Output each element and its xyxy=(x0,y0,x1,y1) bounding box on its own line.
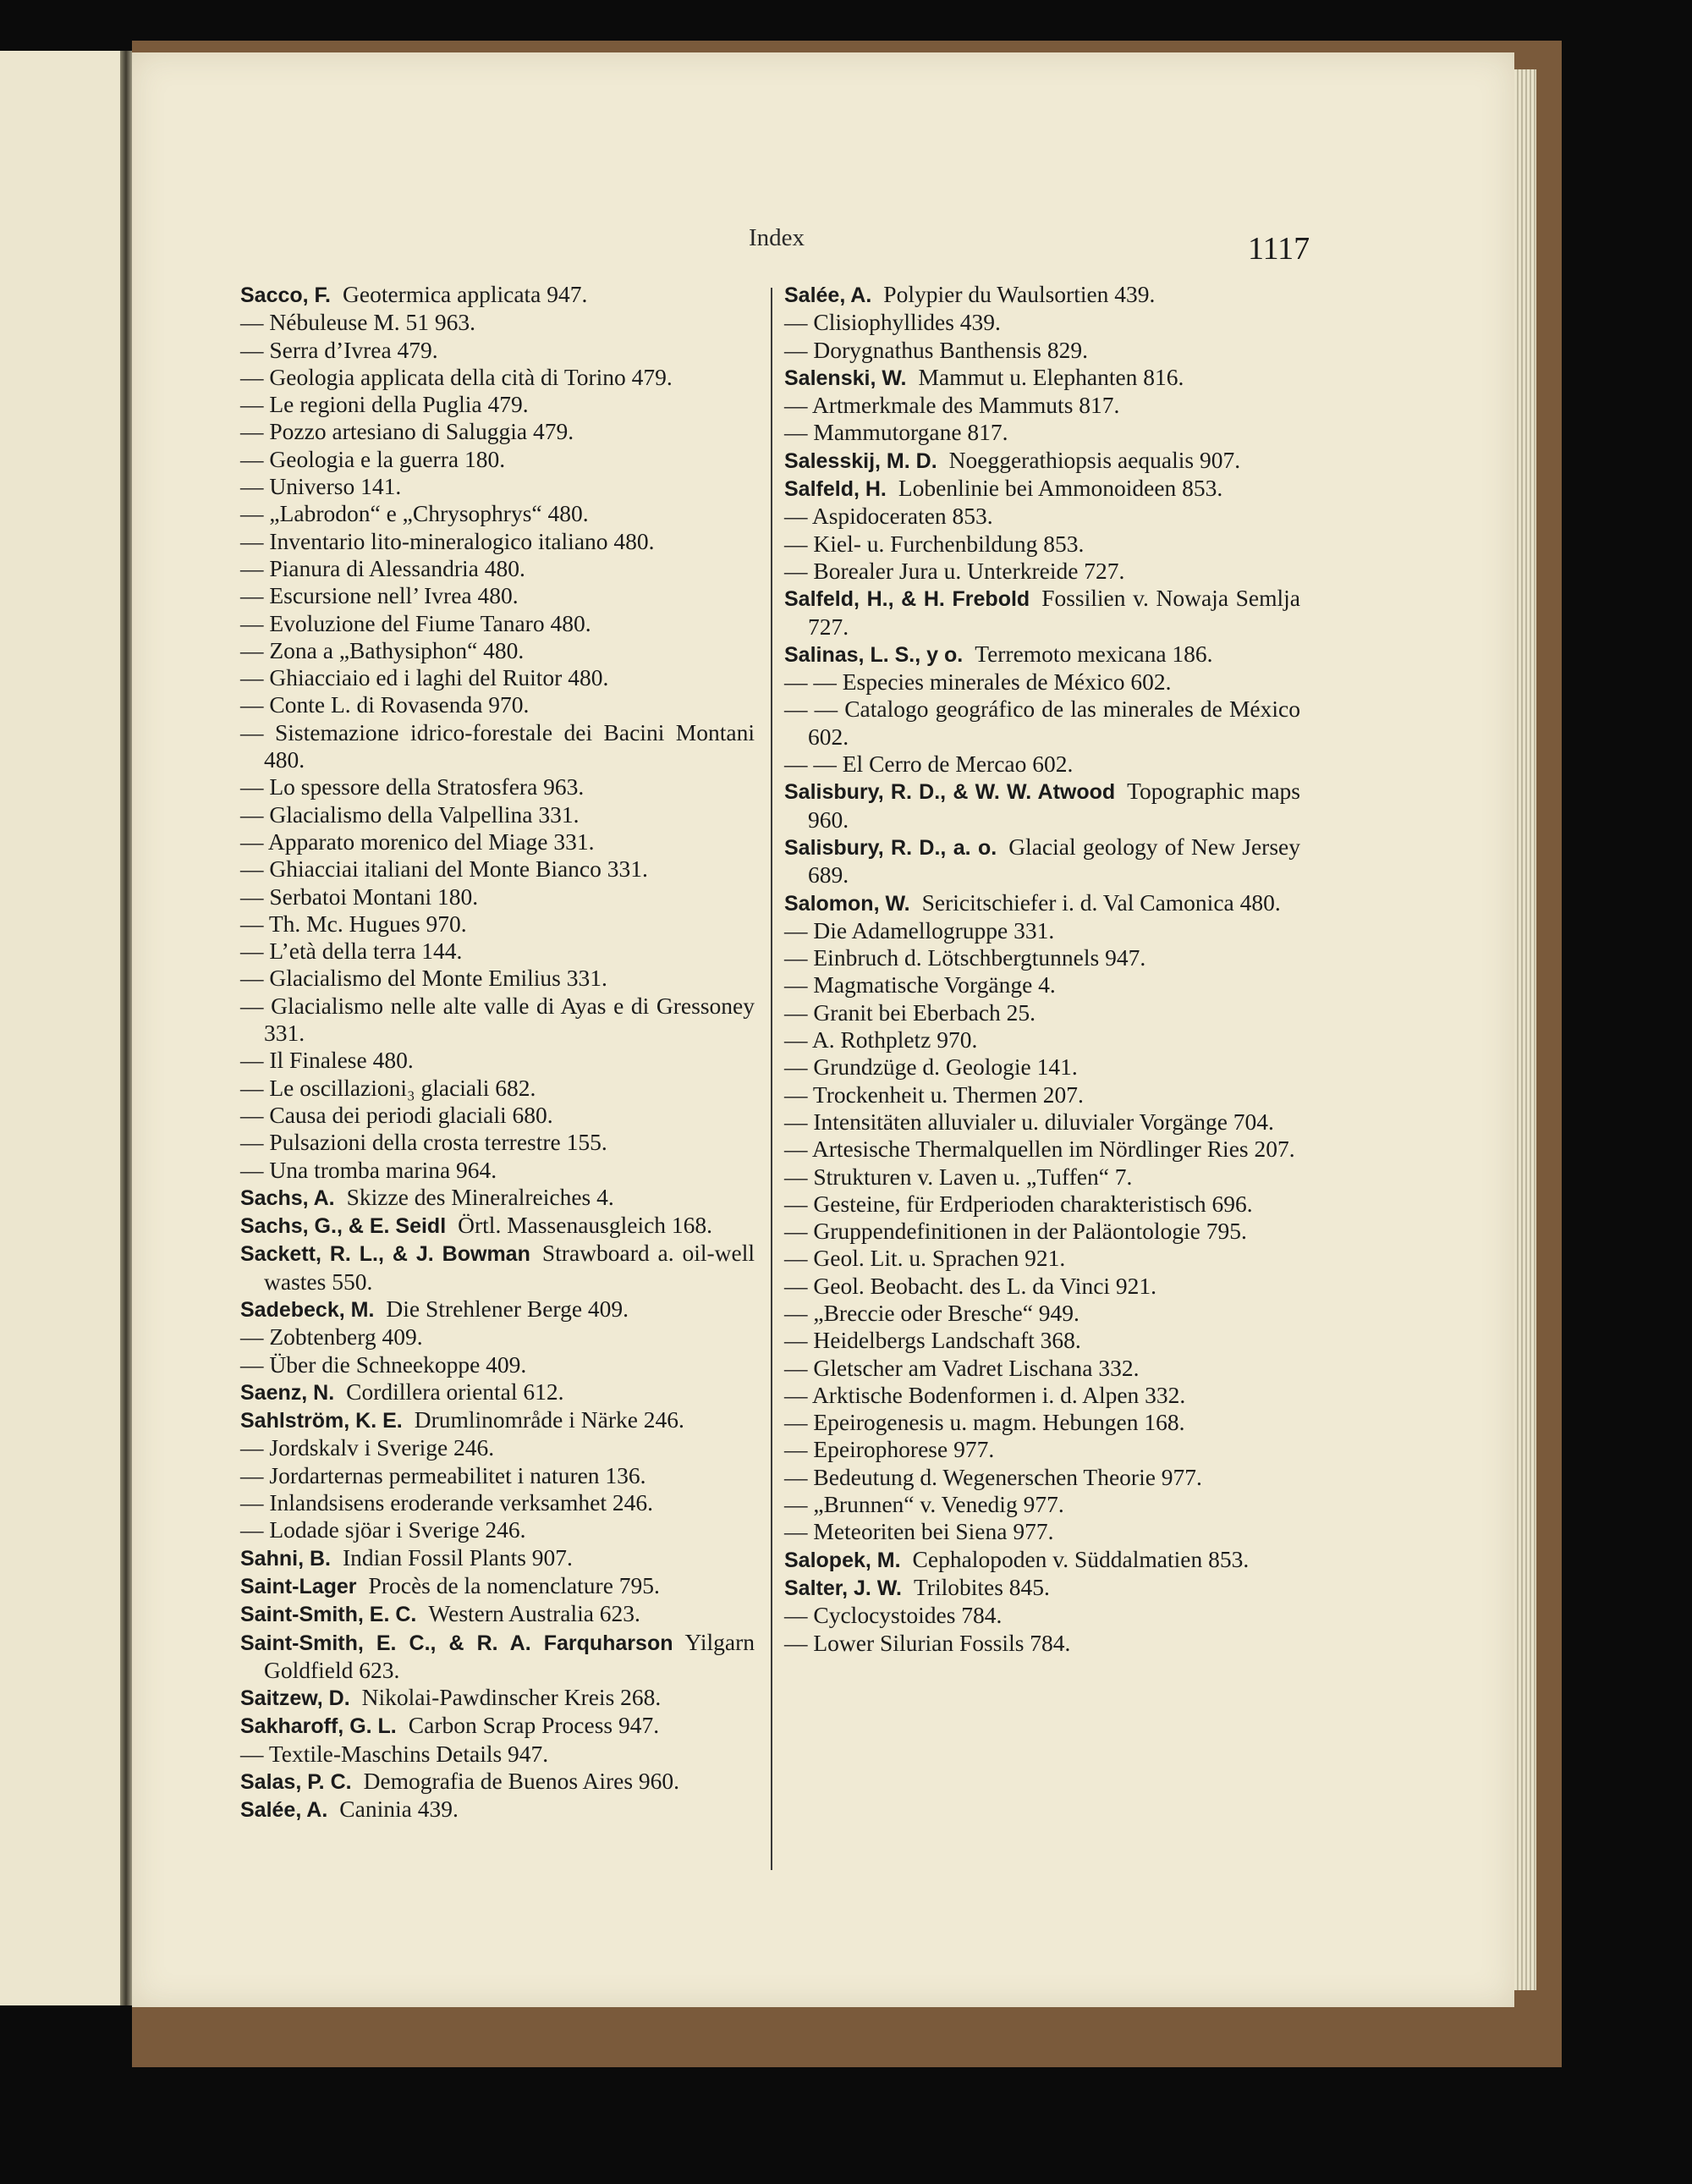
entry-author: Salomon, W. xyxy=(784,891,910,916)
index-entry xyxy=(784,1546,1300,1574)
entry-title: — Inventario lito-mineralogico italiano 480. xyxy=(240,527,655,554)
index-entry xyxy=(240,1434,755,1461)
entry-title: — Causa dei periodi glaciali 680. xyxy=(240,1101,553,1128)
entry-title: — Sistemazione idrico-forestale dei Bacini Montani 480. xyxy=(240,718,755,773)
index-entry xyxy=(784,1191,1300,1218)
entry-author: Salée, A. xyxy=(240,1798,328,1823)
entry-title: Caninia 439. xyxy=(339,1796,459,1823)
index-entry xyxy=(784,1436,1300,1463)
entry-title: — Dorygnathus Banthensis 829. xyxy=(784,336,1089,363)
entry-author: Salesskij, M. D. xyxy=(784,448,937,473)
index-entry xyxy=(240,337,755,364)
index-entry xyxy=(240,773,755,800)
index-entry xyxy=(784,419,1300,446)
entry-title: — Strukturen v. Laven u. „Tuffen“ 7. xyxy=(784,1163,1133,1190)
entry-title: — Artmerkmale des Mammuts 817. xyxy=(784,392,1120,419)
index-entry xyxy=(784,558,1300,585)
index-entry xyxy=(240,1544,755,1572)
entry-title: Cordillera oriental 612. xyxy=(346,1378,564,1405)
entry-title: Procès de la nomenclature 795. xyxy=(368,1571,660,1598)
entry-title: — A. Rothpletz 970. xyxy=(784,1026,978,1053)
index-entry xyxy=(784,917,1300,944)
index-entry xyxy=(240,1600,755,1628)
entry-title: — Artesische Thermalquellen im Nördlinger Ries 207. xyxy=(784,1136,1295,1163)
index-entry xyxy=(784,1574,1300,1602)
index-entry xyxy=(784,889,1300,917)
entry-title: Yilgarn Goldfield 623. xyxy=(264,1628,755,1683)
index-entry xyxy=(240,1684,755,1712)
index-entry xyxy=(240,528,755,555)
entry-title: — Epeirophorese 977. xyxy=(784,1436,995,1463)
entry-title: — Glacialismo nelle alte valle di Ayas e di Gressoney 331. xyxy=(240,992,755,1047)
index-entry xyxy=(240,719,755,774)
entry-title: — Heidelbergs Landschaft 368. xyxy=(784,1327,1081,1354)
index-entry xyxy=(784,971,1300,998)
entry-title: — Le oscillazioni₃ glaciali 682. xyxy=(240,1074,536,1101)
entry-author: Salenski, W. xyxy=(784,366,907,390)
index-entry xyxy=(784,364,1300,392)
index-entry xyxy=(784,1464,1300,1491)
index-entry xyxy=(784,641,1300,668)
index-entry xyxy=(240,801,755,828)
index-entry xyxy=(784,1327,1300,1354)
entry-author: Salisbury, R. D., & W. W. Atwood xyxy=(784,780,1116,805)
index-entry xyxy=(240,910,755,938)
column-divider xyxy=(771,288,772,1870)
index-entry xyxy=(240,1516,755,1543)
entry-title: Indian Fossil Plants 907. xyxy=(342,1543,573,1571)
entry-title: — Serbatoi Montani 180. xyxy=(240,883,479,910)
entry-title: Demografia de Buenos Aires 960. xyxy=(363,1768,680,1795)
entry-title: — Conte L. di Rovasenda 970. xyxy=(240,691,530,718)
entry-title: Terremoto mexicana 186. xyxy=(975,640,1213,667)
entry-title: — Glacialismo del Monte Emilius 331. xyxy=(240,965,607,992)
entry-title: — Geologia applicata della cità di Torino 479. xyxy=(240,363,673,390)
index-entry xyxy=(240,1240,755,1296)
index-entry xyxy=(240,281,755,309)
entry-title: — Kiel- u. Furchenbildung 853. xyxy=(784,530,1085,557)
entry-title: — Glacialismo della Valpellina 331. xyxy=(240,800,580,828)
entry-title: — Lo spessore della Stratosfera 963. xyxy=(240,773,585,800)
entry-author: Sackett, R. L., & J. Bowman xyxy=(240,1242,530,1267)
entry-author: Salter, J. W. xyxy=(784,1576,902,1600)
entry-title: — Granit bei Eberbach 25. xyxy=(784,998,1036,1026)
left-page-edge xyxy=(0,51,125,2005)
index-entry xyxy=(240,555,755,582)
entry-title: — Ghiacciaio ed i laghi del Ruitor 480. xyxy=(240,664,609,691)
index-entry xyxy=(784,1355,1300,1382)
index-entry xyxy=(784,531,1300,558)
entry-title: Glacial geology of New Jersey 689. xyxy=(808,833,1300,888)
index-entry xyxy=(784,1053,1300,1081)
index-entry xyxy=(240,1741,755,1768)
entry-title: — Trockenheit u. Thermen 207. xyxy=(784,1081,1084,1108)
entry-title: — Apparato morenico del Miage 331. xyxy=(240,828,595,855)
entry-title: — Bedeutung d. Wegenerschen Theorie 977. xyxy=(784,1463,1202,1490)
index-entry xyxy=(784,1218,1300,1245)
index-entry xyxy=(784,778,1300,833)
entry-title: — Über die Schneekoppe 409. xyxy=(240,1351,527,1378)
entry-title: — Evoluzione del Fiume Tanaro 480. xyxy=(240,609,591,636)
entry-title: — Zona a „Bathysiphon“ 480. xyxy=(240,636,525,663)
entry-title: Sericitschiefer i. d. Val Camonica 480. xyxy=(921,888,1281,916)
entry-title: — Pianura di Alessandria 480. xyxy=(240,554,525,581)
index-entry xyxy=(240,938,755,965)
entry-author: Sadebeck, M. xyxy=(240,1297,375,1322)
entry-title: — L’età della terra 144. xyxy=(240,938,463,965)
index-entry xyxy=(784,833,1300,889)
entry-title: — Le regioni della Puglia 479. xyxy=(240,391,529,418)
entry-author: Sachs, G., & E. Seidl xyxy=(240,1214,447,1239)
index-entry xyxy=(240,1406,755,1434)
entry-title: — Zobtenberg 409. xyxy=(240,1323,423,1351)
entry-title: Die Strehlener Berge 409. xyxy=(386,1295,629,1322)
entry-title: — Th. Mc. Hugues 970. xyxy=(240,910,467,937)
entry-author: Saint-Lager xyxy=(240,1574,357,1598)
index-entry xyxy=(784,281,1300,309)
index-entry xyxy=(240,1489,755,1516)
entry-title: Strawboard a. oil-well wastes 550. xyxy=(264,1240,755,1295)
entry-title: Cephalopoden v. Süddalmatien 853. xyxy=(912,1545,1250,1572)
entry-title: — Il Finalese 480. xyxy=(240,1047,414,1074)
index-entry xyxy=(784,1081,1300,1109)
entry-title: Skizze des Mineralreiches 4. xyxy=(346,1183,614,1210)
index-entry xyxy=(240,965,755,992)
index-entry xyxy=(240,1572,755,1600)
index-entry xyxy=(240,446,755,473)
index-entry xyxy=(784,1273,1300,1300)
entry-author: Saenz, N. xyxy=(240,1380,335,1405)
entry-title: — Universo 141. xyxy=(240,473,402,500)
entry-author: Salisbury, R. D., a. o. xyxy=(784,835,997,860)
entry-title: — Epeirogenesis u. magm. Hebungen 168. xyxy=(784,1409,1185,1436)
index-entry xyxy=(240,1378,755,1406)
entry-title: — Intensitäten alluvialer u. diluvialer Vorgänge 704. xyxy=(784,1108,1274,1135)
entry-title: — Pulsazioni della crosta terrestre 155. xyxy=(240,1129,607,1156)
index-entry xyxy=(240,391,755,418)
entry-title: — Geol. Lit. u. Sprachen 921. xyxy=(784,1245,1066,1272)
index-entry xyxy=(240,1796,755,1824)
index-entry xyxy=(784,1245,1300,1272)
index-entry xyxy=(784,1164,1300,1191)
index-entry xyxy=(784,668,1300,696)
entry-title: Topographic maps 960. xyxy=(808,778,1300,833)
entry-author: Sahlström, K. E. xyxy=(240,1409,403,1433)
entry-title: — Aspidoceraten 853. xyxy=(784,503,993,530)
index-entry xyxy=(240,993,755,1048)
entry-author: Sakharoff, G. L. xyxy=(240,1714,397,1739)
entry-title: — Lower Silurian Fossils 784. xyxy=(784,1629,1071,1656)
index-entry xyxy=(784,1491,1300,1518)
index-entry xyxy=(240,637,755,664)
entry-title: — Escursione nell’ Ivrea 480. xyxy=(240,582,519,609)
index-entry xyxy=(240,1047,755,1074)
entry-author: Sahni, B. xyxy=(240,1546,331,1571)
running-header: Index xyxy=(749,224,805,251)
entry-title: — Cyclocystoides 784. xyxy=(784,1602,1003,1629)
index-entry xyxy=(240,610,755,637)
entry-author: Salinas, L. S., y o. xyxy=(784,642,964,667)
entry-title: Drumlinområde i Närke 246. xyxy=(414,1406,684,1433)
index-entry xyxy=(240,418,755,445)
entry-title: — Nébuleuse M. 51 963. xyxy=(240,309,476,336)
entry-title: — Lodade sjöar i Sverige 246. xyxy=(240,1516,526,1543)
entry-author: Salfeld, H., & H. Frebold xyxy=(784,587,1030,612)
entry-title: Fossilien v. Nowaja Semlja 727. xyxy=(808,585,1300,640)
entry-title: — Jordarternas permeabilitet i naturen 136. xyxy=(240,1461,646,1488)
entry-title: — Borealer Jura u. Unterkreide 727. xyxy=(784,557,1125,584)
entry-title: — „Brunnen“ v. Venedig 977. xyxy=(784,1491,1064,1518)
index-entry xyxy=(240,1102,755,1129)
entry-title: — Jordskalv i Sverige 246. xyxy=(240,1434,495,1461)
index-entry xyxy=(240,1212,755,1240)
index-entry xyxy=(784,392,1300,419)
index-entry xyxy=(240,1157,755,1184)
index-entry xyxy=(784,696,1300,751)
entry-title: — Clisiophyllides 439. xyxy=(784,309,1001,336)
index-entry xyxy=(784,1026,1300,1053)
entry-title: — Geologia e la guerra 180. xyxy=(240,445,506,472)
index-entry xyxy=(784,999,1300,1026)
index-entry xyxy=(240,1323,755,1351)
entry-author: Salas, P. C. xyxy=(240,1770,352,1795)
entry-title: Örtl. Massenausgleich 168. xyxy=(458,1212,713,1239)
index-entry xyxy=(240,1629,755,1685)
index-entry xyxy=(240,883,755,910)
index-entry xyxy=(784,1300,1300,1327)
index-entry xyxy=(784,1602,1300,1629)
entry-title: — „Breccie oder Bresche“ 949. xyxy=(784,1299,1079,1326)
entry-title: — Textile-Maschins Details 947. xyxy=(240,1740,549,1767)
index-entry xyxy=(240,500,755,527)
entry-title: — Die Adamellogruppe 331. xyxy=(784,916,1055,943)
index-entry xyxy=(784,1518,1300,1545)
index-entry xyxy=(240,1768,755,1796)
index-entry xyxy=(240,828,755,855)
entry-title: — Gesteine, für Erdperioden charakteristisch 696. xyxy=(784,1190,1253,1217)
entry-title: — Gletscher am Vadret Lischana 332. xyxy=(784,1354,1140,1381)
page-number: 1117 xyxy=(1248,231,1310,267)
index-entry xyxy=(240,1296,755,1323)
entry-author: Saint-Smith, E. C. xyxy=(240,1603,417,1627)
index-entry xyxy=(240,582,755,609)
index-entry xyxy=(240,1712,755,1740)
entry-title: — — El Cerro de Mercao 602. xyxy=(784,751,1074,778)
index-entry xyxy=(784,447,1300,475)
index-entry xyxy=(240,691,755,718)
index-entry xyxy=(784,309,1300,336)
entry-title: Polypier du Waulsortien 439. xyxy=(883,281,1156,307)
entry-author: Sacco, F. xyxy=(240,283,331,307)
index-entry xyxy=(784,1382,1300,1409)
index-entry xyxy=(784,944,1300,971)
index-entry xyxy=(784,751,1300,778)
entry-author: Salfeld, H. xyxy=(784,477,887,502)
index-column-right xyxy=(784,281,1300,1657)
entry-author: Saitzew, D. xyxy=(240,1686,350,1711)
book-spine xyxy=(120,51,132,2005)
entry-author: Sachs, A. xyxy=(240,1186,335,1210)
entry-title: — Grundzüge d. Geologie 141. xyxy=(784,1053,1078,1081)
entry-title: Lobenlinie bei Ammonoideen 853. xyxy=(898,475,1223,502)
entry-title: Nikolai-Pawdinscher Kreis 268. xyxy=(361,1684,662,1711)
entry-title: Carbon Scrap Process 947. xyxy=(408,1712,660,1739)
entry-title: — Arktische Bodenformen i. d. Alpen 332. xyxy=(784,1381,1186,1408)
entry-title: — Einbruch d. Lötschbergtunnels 947. xyxy=(784,944,1146,971)
entry-title: — Serra d’Ivrea 479. xyxy=(240,336,438,363)
index-entry xyxy=(784,337,1300,364)
entry-title: — Gruppendefinitionen in der Paläontologie 795. xyxy=(784,1218,1247,1245)
entry-author: Salopek, M. xyxy=(784,1548,901,1572)
index-entry xyxy=(784,1136,1300,1163)
entry-title: — Pozzo artesiano di Saluggia 479. xyxy=(240,418,574,445)
index-entry xyxy=(784,1630,1300,1657)
entry-title: — Ghiacciai italiani del Monte Bianco 331. xyxy=(240,855,648,883)
index-entry xyxy=(784,503,1300,530)
index-entry xyxy=(240,364,755,391)
entry-title: — — Catalogo geográfico de las minerales de México 602. xyxy=(784,696,1300,750)
entry-title: Geotermica applicata 947. xyxy=(343,281,588,307)
entry-title: — Una tromba marina 964. xyxy=(240,1156,497,1183)
index-entry xyxy=(240,1075,755,1102)
entry-title: — Geol. Beobacht. des L. da Vinci 921. xyxy=(784,1272,1157,1299)
entry-title: Mammut u. Elephanten 816. xyxy=(918,363,1184,390)
entry-author: Salée, A. xyxy=(784,283,872,307)
index-entry xyxy=(240,1462,755,1489)
entry-title: Western Australia 623. xyxy=(428,1600,640,1627)
entry-title: — Inlandsisens eroderande verksamhet 246. xyxy=(240,1489,653,1516)
index-entry xyxy=(784,1409,1300,1436)
entry-title: Noeggerathiopsis aequalis 907. xyxy=(948,446,1241,473)
index-entry xyxy=(784,1109,1300,1136)
index-entry xyxy=(240,473,755,500)
index-entry xyxy=(240,309,755,336)
index-entry xyxy=(240,855,755,883)
index-entry xyxy=(240,1351,755,1378)
entry-title: — — Especies minerales de México 602. xyxy=(784,668,1172,696)
entry-title: Trilobites 845. xyxy=(913,1573,1050,1600)
index-entry xyxy=(784,585,1300,641)
entry-author: Saint-Smith, E. C., & R. A. Farquharson xyxy=(240,1631,673,1655)
index-entry xyxy=(240,1184,755,1212)
index-entry xyxy=(240,1129,755,1156)
entry-title: — „Labrodon“ e „Chrysophrys“ 480. xyxy=(240,500,589,527)
entry-title: — Meteoriten bei Siena 977. xyxy=(784,1518,1054,1545)
index-column-left xyxy=(240,281,755,1824)
entry-title: — Mammutorgane 817. xyxy=(784,419,1008,446)
index-entry xyxy=(240,664,755,691)
index-entry xyxy=(784,475,1300,503)
entry-title: — Magmatische Vorgänge 4. xyxy=(784,971,1056,998)
